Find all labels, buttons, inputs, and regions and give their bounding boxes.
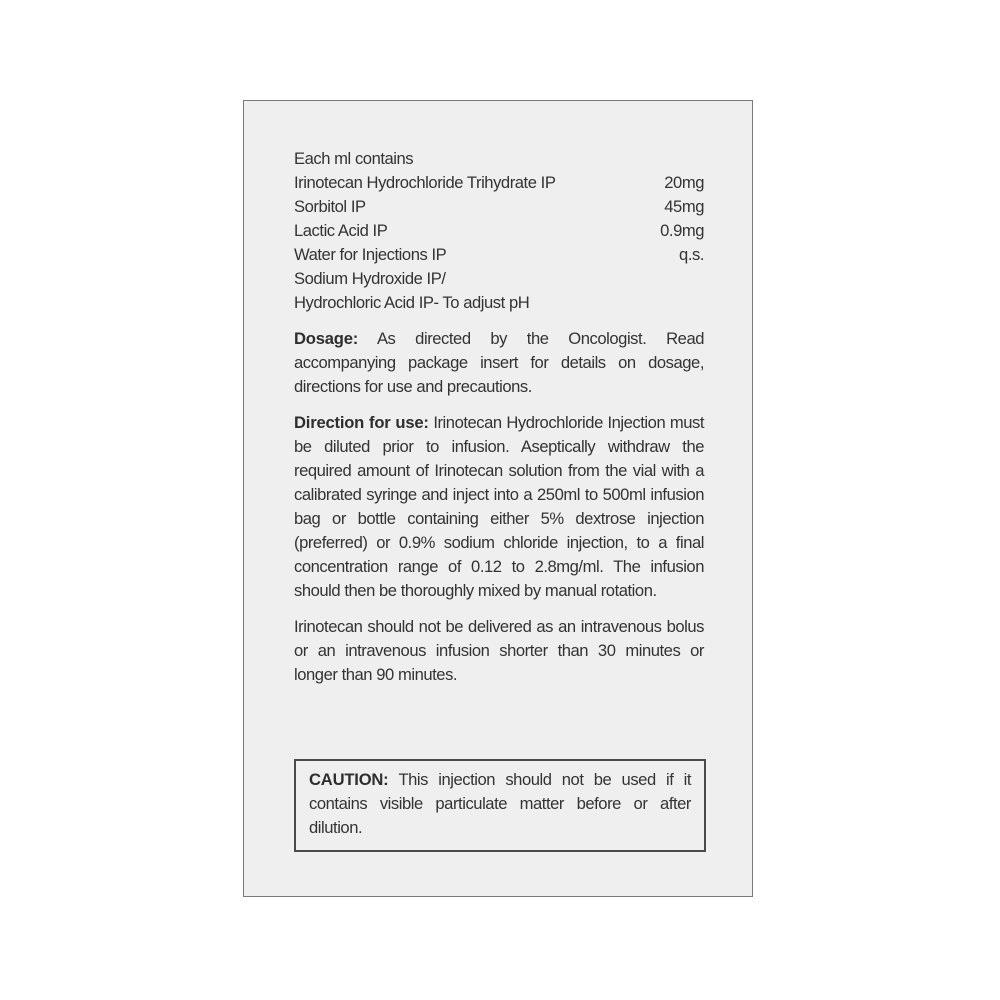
composition-row-sorbitol xyxy=(294,195,704,219)
ingredient-amount: q.s. xyxy=(679,245,704,264)
direction-section xyxy=(294,411,704,603)
ingredient-amount: 0.9mg xyxy=(660,221,704,240)
caution-text: This injection should not be used if it contains visible particulate matter before or after dilution. xyxy=(309,770,691,837)
caution-label: CAUTION: xyxy=(309,770,389,789)
composition-row-water xyxy=(294,243,704,267)
dosage-section xyxy=(294,327,704,399)
direction-label: Direction for use: xyxy=(294,413,429,432)
composition-row-irinotecan xyxy=(294,171,704,195)
ingredient-amount: 20mg xyxy=(664,173,704,192)
ingredient-name: Water for Injections IP xyxy=(294,245,447,264)
package-label-card xyxy=(243,100,753,897)
ingredient-name: Lactic Acid IP xyxy=(294,221,388,240)
dosage-text: As directed by the Oncologist. Read accompanying package insert for details on dosage, directions for use and precautions. xyxy=(294,329,704,396)
composition-note-sodium-hydroxide: Sodium Hydroxide IP/ xyxy=(294,269,446,288)
warning-section: Irinotecan should not be delivered as an intravenous bolus or an intravenous infusion shorter than 30 minutes or longer than 90 minutes. xyxy=(294,617,704,684)
composition-note-hydrochloric-acid: Hydrochloric Acid IP- To adjust pH xyxy=(294,293,530,312)
ingredient-name: Irinotecan Hydrochloride Trihydrate IP xyxy=(294,173,556,192)
composition-heading: Each ml contains xyxy=(294,149,414,168)
composition-row-lactic-acid xyxy=(294,219,704,243)
ingredient-name: Sorbitol IP xyxy=(294,197,366,216)
direction-text: Irinotecan Hydrochloride Injection must be diluted prior to infusion. Aseptically withdraw the required amount of Irinotecan solution from the vial with a calibrated syringe and inject into a 250ml to 500ml infusion bag or bottle containing either 5% dextrose injection (preferred) or 0.9% sodium chloride injection, to a final concentration range of 0.12 to 2.8mg/ml. The infusion should then be thoroughly mixed by manual rotation. xyxy=(294,413,704,600)
dosage-label: Dosage: xyxy=(294,329,359,348)
ingredient-amount: 45mg xyxy=(664,197,704,216)
label-content xyxy=(294,147,704,687)
caution-box xyxy=(294,759,706,852)
